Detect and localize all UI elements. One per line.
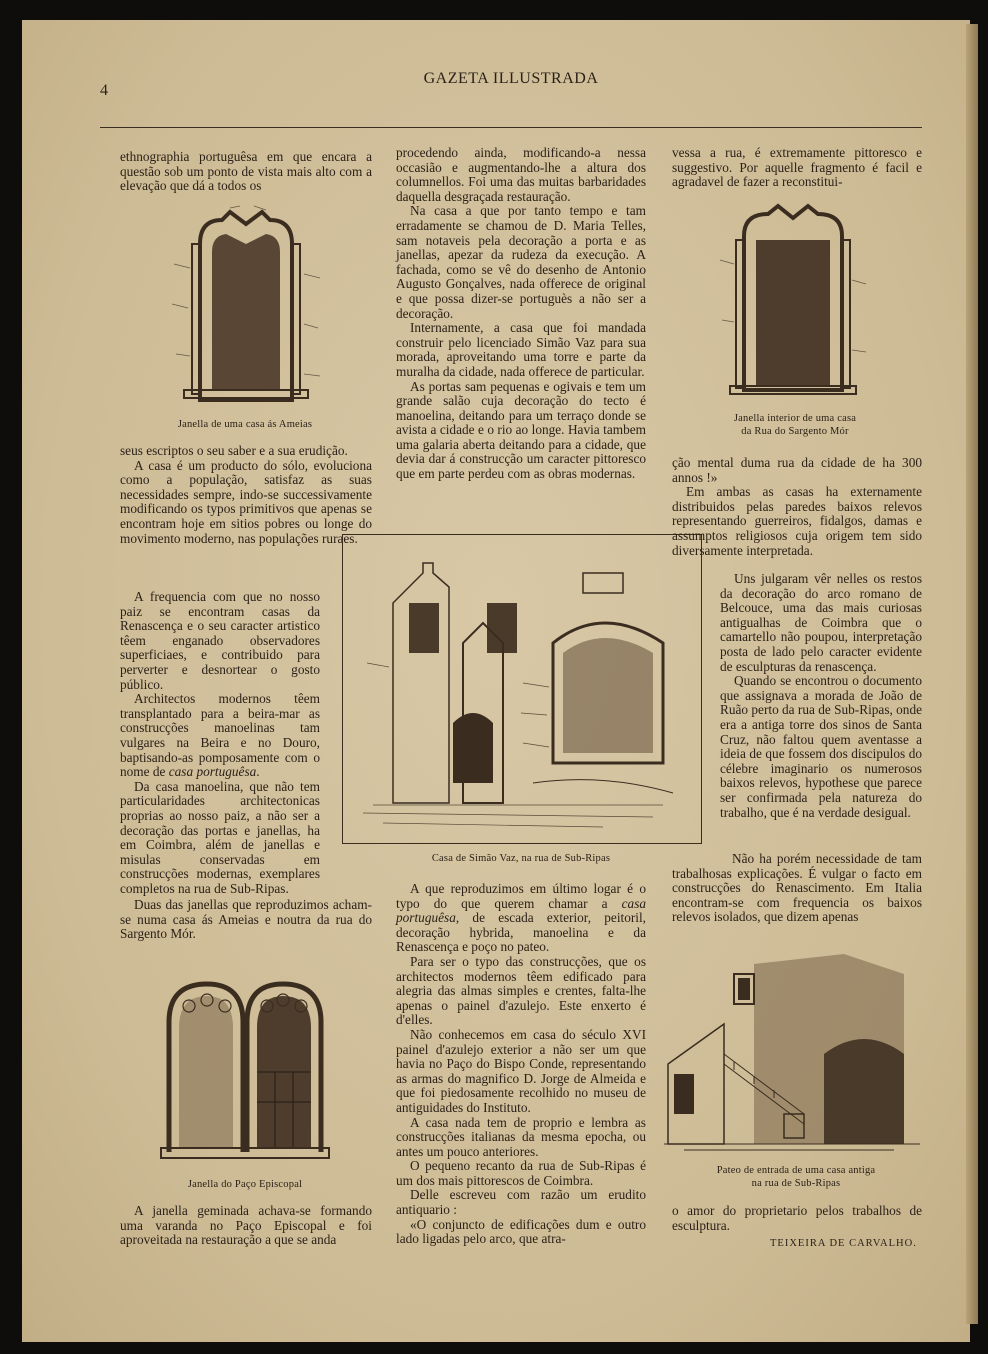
col1-body-narrow: A frequencia com que no nosso paiz se encontram casas da Renascença e o seu caracter artistico têem enganado observadores superficiaes, e contribuido para perverter e desnortear o gosto público. Architectos modernos têem transplantado para a beira-mar as construcções manoelinas tam vulgares na Beira e no Douro, baptisando-as pomposamente com o nome de casa portuguêsa. Da casa manoelina, que não tem particularidades architectonicas proprias ao nosso paiz, a não ser a decoração das portas e janellas, ha em Coimbra, além de janellas e misulas conservadas em construcções modernas, exemplares completos na rua de Sub-Ripas. <box>120 589 320 896</box>
col3-bottom-text: o amor do proprietario pelos trabalhos de esculptura. <box>672 1203 922 1233</box>
fig2-caption: Janella do Paço Episcopal <box>187 1179 303 1190</box>
window-engraving-icon-2 <box>718 200 868 400</box>
page-edge <box>966 24 978 1324</box>
fig1-caption: Janella de uma casa ás Ameias <box>177 419 313 430</box>
col2-body: procedendo ainda, modificando-a nessa occasião e augmentando-lhe a altura dos columnellos. Foi uma das muitas barbaridades daquella desgraçada restauração. Na casa a que por tanto tempo e tam erradamente se chamou de D. Maria Telles, sam notaveis pela decoração a porta e as janellas, apezar da rudeza da execução. A fachada, como se vê do desenho de Antonio Augusto Gonçalves, nada offerece de original e que possa dizer-se portuguès a não ser a decoração. Internamente, a casa que foi mandada construir pelo licenciado Simão Vaz para sua morada, aproveitando uma torre e parte da muralha da cidade, nada offerece de particular. As portas sam pequenas e ogivais e tem um grande salão cuja decoração do tecto é manoelina, deitando para um terraço donde se avista a cidade e o rio ao longe. Havia tambem uma galaria aberta deitando para a cidade, que devia dar á construcção um caracter pittoresco que em parte perdeu com as obras modernas. <box>396 145 646 482</box>
window-engraving-icon <box>170 204 322 410</box>
col1-top-text: ethnographia portuguêsa em que encara a questão sob um ponto de vista mais alto com a elevação que dá a todos os <box>120 149 372 194</box>
page-header <box>100 70 922 110</box>
col3-body-2: Não ha porém necessidade de tam trabalhosas explicações. É vulgar o facto em construcções do Renascimento. Em Italia encontram-se com frequencia os baixos relevos isolados, que dizem apenas <box>672 851 922 925</box>
fig4-caption: Pateo de entrada de uma casa antiga na rua de Sub-Ripas <box>716 1165 876 1189</box>
house-engraving-frame <box>342 534 702 844</box>
fig-house-caption: Casa de Simão Vaz, na rua de Sub-Ripas <box>431 853 611 864</box>
col3-top-text: vessa a rua, é extremamente pittoresco e suggestivo. Por aquelle fragmento é facil e agradavel de fazer a reconstitui- <box>672 145 922 190</box>
header-rule <box>100 127 922 128</box>
fig3-caption: Janella interior de uma casa da Rua do Sargento Mór <box>733 413 857 437</box>
twin-window-engraving-icon <box>155 962 335 1166</box>
col1-body: seus escriptos o seu saber e a sua erudição. A casa é um producto do sólo, evoluciona como a população, satisfaz as suas necessidades sempre, indo-se successivamente modificando os typos primitivos que apenas se encontram hoje em sitios pobres ou longe do movimento moderno, nas populações ruraes. <box>120 443 372 546</box>
col2-body-2: A que reproduzimos em último logar é o typo do que querem chamar a casa portuguêsa, de escada exterior, peitoril, decoração hybrida, manoelina e da Renascença e poço no pateo. Para ser o typo das construcções, que os architectos modernos têem edificado para alegria das almas simples e crentes, falta-lhe apenas o painel d'azulejo. Este enxerto é d'elles. Não conhecemos em casa do século XVI painel d'azulejo exterior a não ser um que havia no Paço do Bispo Conde, representando as armas do magnifico D. Jorge de Almeida e que foi piedosamente recolhido no museu de antiguidades do Instituto. A casa nada tem de proprio e lembra as construcções italianas da mesma epocha, ou antes um pouco anteriores. O pequeno recanto da rua de Sub-Ripas é um dos mais pittorescos de Coimbra. Delle escreveu com razão um erudito antiquario : «O conjuncto de edificações dum e outro lado ligadas pelo arco, que atra- <box>396 881 647 1247</box>
publication-title: GAZETA ILLUSTRADA <box>423 70 599 87</box>
col3-body-narrow: Uns julgaram vêr nelles os restos da decoração do arco romano de Belcouce, uma das mais curiosas antigualhas de Coimbra que o camartello não poupou, interpretação posta de lado pelo caracter evidente de esculpturas da renascença. Quando se encontrou o documento que assignava a morada de João de Ruão perto da rua de Sub-Ripas, onde era a antiga torre dos sinos de Santa Cruz, não faltou quem aventasse a ideia de que fossem dos discipulos do célebre imaginario os numerosos baixos relevos, hypothese que parece ser confirmada pela natureza do trabalho, que é na verdade desigual. <box>720 571 922 820</box>
col1-bottom-text: A janella geminada achava-se formando uma varanda no Paço Episcopal e foi aproveitada na restauração a que se anda <box>120 1203 372 1248</box>
page-number: 4 <box>100 82 108 99</box>
courtyard-engraving-icon <box>664 944 920 1154</box>
author-signature: TEIXEIRA DE CARVALHO. <box>770 1238 917 1249</box>
col1-body-2: Duas das janellas que reproduzimos acham-se numa casa ás Ameias e noutra da rua do Sargento Mór. <box>120 897 372 942</box>
house-engraving-icon <box>353 543 691 835</box>
col3-body: ção mental duma rua da cidade de ha 300 annos !» Em ambas as casas ha externamente distribuidos pelas paredes baixos relevos representando guerreiros, fidalgos, damas e assumptos religiosos cuja origem tem sido diversamente interpretada. <box>672 455 922 558</box>
